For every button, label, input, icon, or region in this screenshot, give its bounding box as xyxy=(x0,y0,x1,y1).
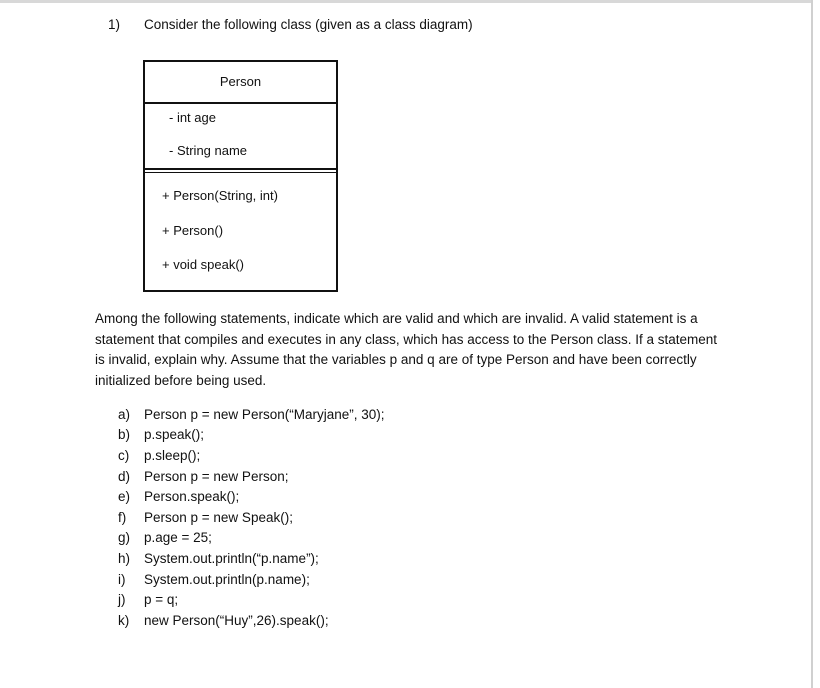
instructions-line: is invalid, explain why. Assume that the variables p and q are of type Person and have been correctly xyxy=(95,352,697,367)
statement-letter: h) xyxy=(118,550,131,566)
statement-letter: e) xyxy=(118,489,131,505)
statement-letter: a) xyxy=(118,406,131,422)
statement-item xyxy=(118,404,384,425)
statement-code: Person.speak(); xyxy=(144,489,240,505)
statement-item xyxy=(118,486,384,507)
statement-list xyxy=(118,404,384,631)
statement-item xyxy=(118,528,384,549)
statement-code: Person p = new Speak(); xyxy=(144,509,293,525)
statement-letter: f) xyxy=(118,509,127,525)
statement-code: p.sleep(); xyxy=(144,447,201,463)
class-operations xyxy=(145,172,336,291)
statement-item xyxy=(118,610,384,631)
statement-item xyxy=(118,507,384,528)
statement-letter: c) xyxy=(118,447,130,463)
statement-code: Person p = new Person(“Maryjane”, 30); xyxy=(144,406,385,422)
question-header xyxy=(108,17,473,32)
statement-letter: d) xyxy=(118,468,131,484)
statement-item xyxy=(118,466,384,487)
operation-speak: + void speak() xyxy=(162,257,245,272)
page-right-border xyxy=(811,0,813,688)
operation-constructor-default: + Person() xyxy=(162,223,224,238)
class-diagram xyxy=(143,60,338,292)
statement-code: Person p = new Person; xyxy=(144,468,289,484)
statement-code: System.out.println(p.name); xyxy=(144,571,310,587)
attribute-age: - int age xyxy=(169,110,216,125)
class-name: Person xyxy=(145,62,336,104)
statement-code: System.out.println(“p.name”); xyxy=(144,550,319,566)
statement-code: new Person(“Huy”,26).speak(); xyxy=(144,612,329,628)
statement-letter: k) xyxy=(118,612,130,628)
statement-item xyxy=(118,548,384,569)
statement-item xyxy=(118,569,384,590)
operation-constructor-args: + Person(String, int) xyxy=(162,188,278,203)
instructions-line: initialized before being used. xyxy=(95,372,267,388)
statement-item xyxy=(118,445,384,466)
instructions-line: statement that compiles and executes in any class, which has access to the Person class. If a statement xyxy=(95,331,718,347)
instructions-paragraph xyxy=(95,309,725,391)
statement-item xyxy=(118,589,384,610)
page-top-border xyxy=(0,0,813,3)
attribute-name: - String name xyxy=(169,143,248,158)
statement-letter: i) xyxy=(118,571,126,587)
statement-letter: j) xyxy=(118,592,126,608)
question-number: 1) xyxy=(108,17,121,32)
statement-code: p.age = 25; xyxy=(144,530,212,546)
instructions-line: Among the following statements, indicate which are valid and which are invalid. A valid statement is a xyxy=(95,311,698,326)
question-text: Consider the following class (given as a class diagram) xyxy=(144,17,473,32)
statement-code: p = q; xyxy=(144,592,179,608)
statement-code: p.speak(); xyxy=(144,427,205,443)
statement-letter: g) xyxy=(118,530,131,546)
class-attributes xyxy=(145,104,336,170)
statement-letter: b) xyxy=(118,427,131,443)
statement-item xyxy=(118,425,384,446)
